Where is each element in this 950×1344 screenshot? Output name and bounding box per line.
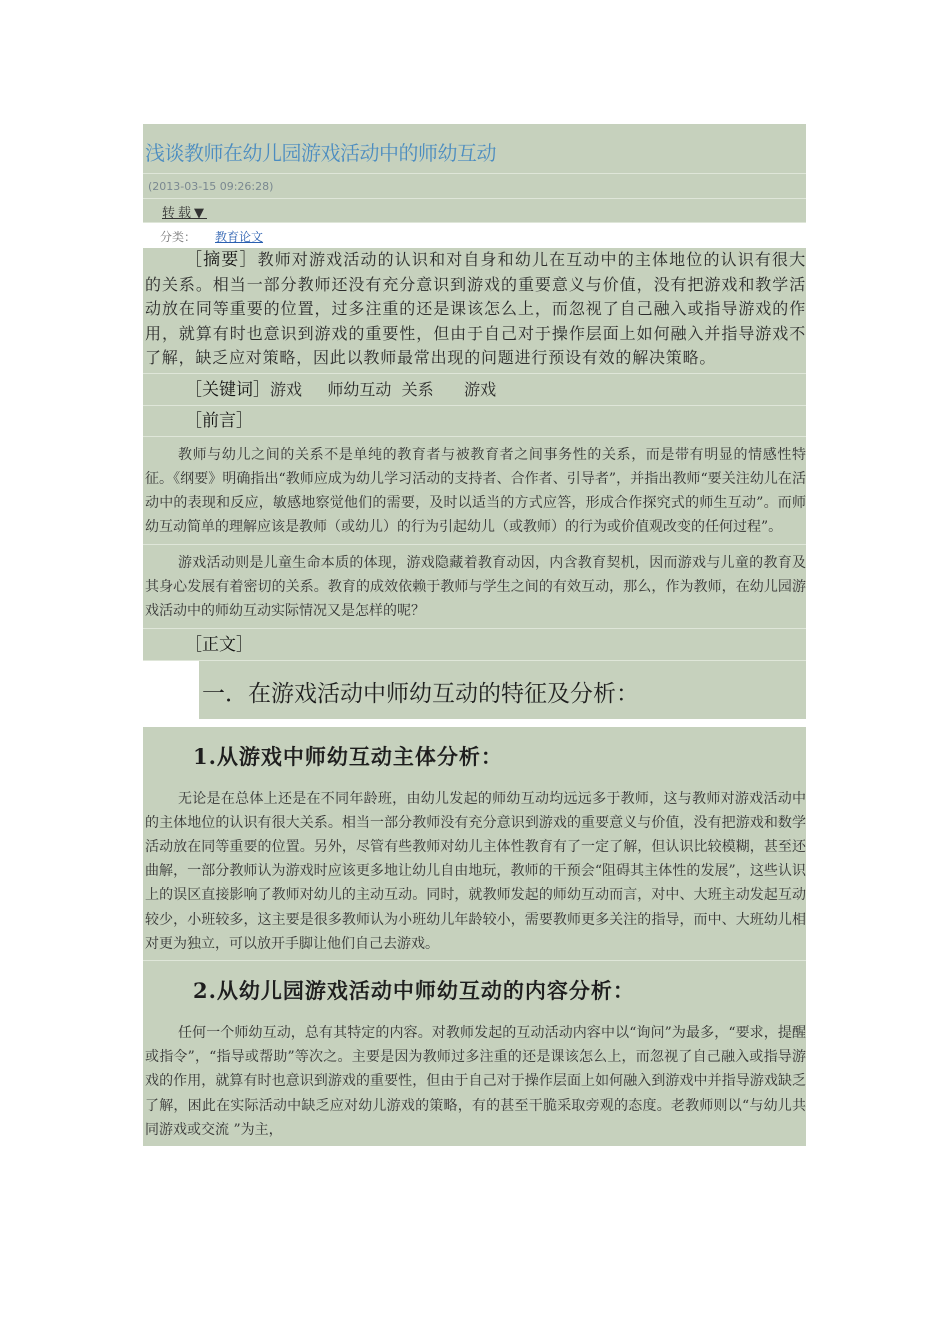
- keywords-tag: ［关键词］: [185, 379, 270, 400]
- subsection-heading-row: [143, 961, 806, 1015]
- repost-button[interactable]: 转载▼: [162, 206, 207, 221]
- category-label: 分类：: [160, 230, 197, 244]
- preface-paragraph: [143, 437, 806, 545]
- section-heading-row: [143, 661, 806, 719]
- category-link[interactable]: 教育论文: [215, 230, 264, 244]
- preface-paragraph-text: 教师与幼儿之间的关系不是单纯的教育者与被教育者之间事务性的关系，而是带有明显的情感性特征。《纲要》明确指出“教师应成为幼儿学习活动的支持者、合作者、引导者”，并指出教师“要关注幼儿在活动中的表现和反应，敏感地察觉他们的需要，及时以适当的方式应答，形成合作探究式的师生互动”。而师幼互动简单的理解应该是教师（或幼儿）的行为引起幼儿（或教师）的行为或价值观改变的任何过程”。: [145, 446, 806, 536]
- section-heading: 一．在游戏活动中师幼互动的特征及分析：: [202, 680, 639, 707]
- subsection-paragraph: [143, 781, 806, 961]
- post-date: (2013-03-15 09:26:28): [148, 180, 274, 193]
- keywords-text: 游戏 师幼互动 关系 游戏: [270, 379, 497, 399]
- subsection-paragraph-text: 任何一个师幼互动，总有其特定的内容。对教师发起的互动活动内容中以“询问”为最多，“要求，提醒或指令”，“指导或帮助”等次之。主要是因为教师过多注重的还是课该怎么上，而忽视了自己融入或指导游戏的作用，就算有时也意识到游戏的重要性，但由于自己对于操作层面上如何融入到游戏中并指导游戏缺乏了解，困此在实际活动中缺乏应对幼儿游戏的策略，有的甚至干脆采取旁观的态度。老教师则以“与幼儿共同游戏或交流 ”为主，: [145, 1025, 806, 1138]
- keywords-row: [143, 374, 806, 406]
- article-title[interactable]: 浅谈教师在幼儿园游戏活动中的师幼互动: [145, 141, 496, 165]
- preface-row: [143, 406, 806, 437]
- body-row: [143, 629, 806, 661]
- preface-tag: ［前言］: [185, 410, 253, 431]
- abstract-text: 教师对游戏活动的认识和对自身和幼儿在互动中的主体地位的认识有很大的关系。相当一部分教师还没有充分意识到游戏的重要意义与价值，没有把游戏和教学活动放在同等重要的位置，过多注重的还是课该怎么上，而忽视了自己融入或指导游戏的作用，就算有时也意识到游戏的重要性，但由于自己对于操作层面上如何融入并指导游戏不了解，缺乏应对策略，因此以教师最常出现的问题进行预设有效的解决策略。: [145, 250, 806, 367]
- subsection-heading-row: [143, 727, 806, 781]
- category-row: [143, 223, 806, 248]
- article: [143, 124, 806, 1146]
- subsection-paragraph-text: 无论是在总体上还是在不同年龄班，由幼儿发起的师幼互动均远远多于教师，这与教师对游戏活动中的主体地位的认识有很大关系。相当一部分教师没有充分意识到游戏的重要意义与价值，没有把游戏和数学活动放在同等重要的位置。另外，尽管有些教师对幼儿主体性教育有了一定了解，但认识比较模糊，甚至还曲解，一部分教师认为游戏时应该更多地让幼儿自由地玩，教师的干预会“阻碍其主体性的发展”，这些认识上的误区直接影响了教师对幼儿的主动互动。同时，就教师发起的师幼互动而言，对中、大班主动发起互动较少，小班较多，这主要是很多教师认为小班幼儿年龄较小，需要教师更多关注的指导，而中、大班幼儿相对更为独立，可以放开手脚让他们自己去游戏。: [145, 790, 806, 952]
- abstract-tag: ［摘要］: [185, 250, 258, 270]
- preface-paragraph: [143, 545, 806, 629]
- title-row: [143, 124, 806, 174]
- preface-paragraph-text: 游戏活动则是儿童生命本质的体现，游戏隐藏着教育动因，内含教育契机，因而游戏与儿童的教育及其身心发展有着密切的关系。教育的成效依赖于教师与学生之间的有效互动，那么，作为教师，在幼儿园游戏活动中的师幼互动实际情况又是怎样的呢？: [145, 554, 806, 620]
- date-row: [143, 174, 806, 199]
- subsection-paragraph: [143, 1015, 806, 1146]
- subsection-heading: 2.从幼儿园游戏活动中师幼互动的内容分析：: [193, 978, 635, 1003]
- repost-row: [143, 199, 806, 223]
- subsection-heading: 1.从游戏中师幼互动主体分析：: [193, 743, 503, 769]
- abstract: [143, 248, 806, 374]
- body-tag: ［正文］: [185, 634, 253, 655]
